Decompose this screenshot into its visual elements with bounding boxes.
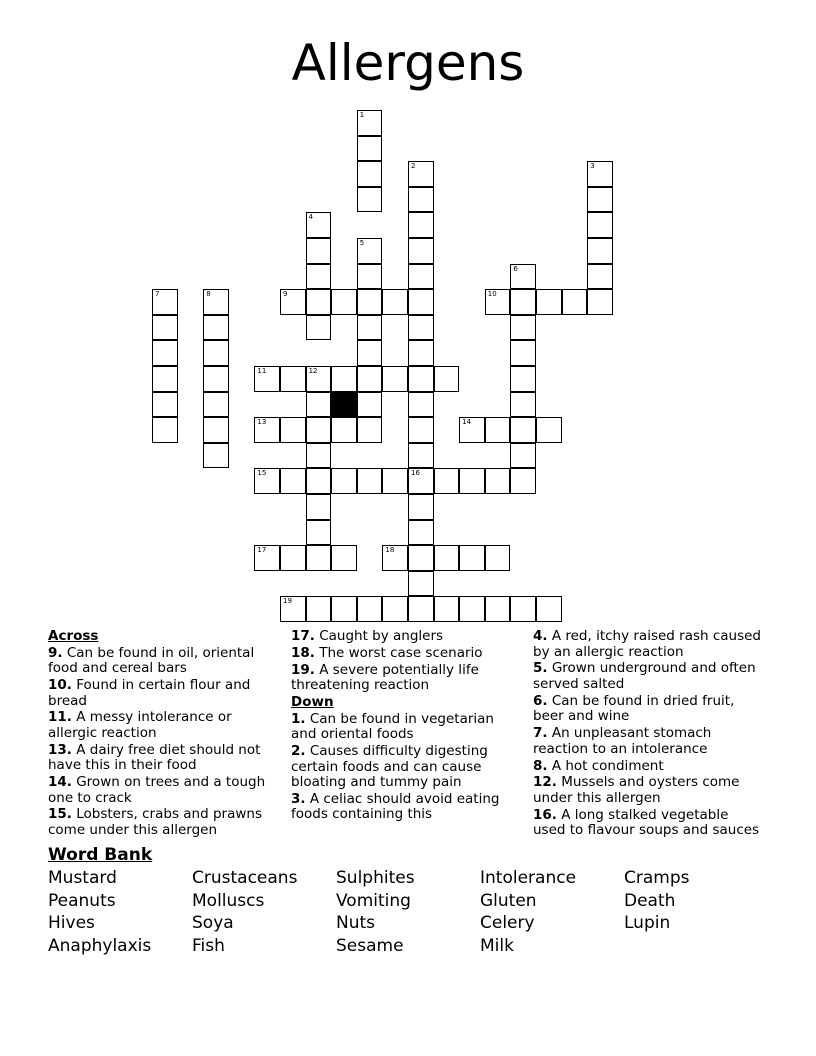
grid-cell[interactable] [434, 468, 460, 494]
word-bank-item: Intolerance [480, 868, 577, 888]
grid-cell[interactable] [254, 545, 280, 571]
clue-number: 15 [257, 469, 267, 478]
word-bank-item: Peanuts [48, 890, 116, 911]
word-bank-item: Fish [192, 936, 225, 957]
clue-number: 11 [257, 367, 267, 375]
grid-cell[interactable] [459, 545, 485, 571]
grid-cell[interactable] [408, 340, 434, 366]
grid-cell[interactable] [408, 571, 434, 597]
word-bank-item: Gluten [480, 890, 537, 911]
clue-number: 7 [155, 290, 160, 299]
grid-cell[interactable] [331, 596, 357, 622]
grid-cell[interactable] [382, 289, 408, 315]
grid-cell[interactable] [562, 289, 588, 315]
clue-across-9: 9. Can be found in oil, oriental food and cereal bars [48, 644, 255, 677]
clue-number: 16 [411, 469, 420, 478]
grid-cell[interactable] [306, 289, 332, 315]
grid-cell[interactable] [485, 545, 511, 571]
grid-cell[interactable] [408, 238, 434, 264]
grid-cell[interactable] [280, 366, 306, 392]
grid-cell[interactable] [306, 366, 332, 392]
grid-cell[interactable] [587, 161, 613, 187]
grid-cell[interactable] [408, 520, 434, 546]
down-heading: Down [291, 693, 334, 710]
grid-cell[interactable] [280, 596, 306, 622]
grid-cell[interactable] [254, 417, 280, 443]
grid-cell[interactable] [408, 212, 434, 238]
grid-cell[interactable] [331, 366, 357, 392]
grid-cell[interactable] [306, 468, 332, 494]
clue-number: 3 [590, 162, 595, 171]
grid-cell[interactable] [357, 238, 383, 264]
clue-down-16: 16. A long stalked vegetable used to flavour soups and sauces [533, 806, 760, 839]
grid-cell[interactable] [408, 289, 434, 315]
clue-down-12: 12. Mussels and oysters come under this allergen [533, 774, 740, 806]
word-bank-item: Anaphylaxis [48, 936, 152, 957]
grid-cell[interactable] [152, 340, 178, 366]
clue-down-7: 7. An unpleasant stomach reaction to an intolerance [533, 725, 712, 757]
grid-cell[interactable] [510, 264, 536, 290]
clue-down-5: 5. Grown underground and often served salted [533, 660, 756, 692]
grid-cell[interactable] [152, 289, 178, 315]
grid-cell[interactable] [357, 468, 383, 494]
grid-cell[interactable] [280, 417, 306, 443]
word-bank-item: Mustard [48, 868, 117, 888]
grid-cell[interactable] [357, 340, 383, 366]
clue-down-4: 4. A red, itchy raised rash caused by an allergic reaction [533, 628, 762, 660]
grid-cell[interactable] [382, 545, 408, 571]
grid-cell[interactable] [408, 315, 434, 341]
clue-across-14: 14. Grown on trees and a tough one to crack [48, 774, 266, 806]
grid-cell[interactable] [152, 417, 178, 443]
clues-column-3 [533, 629, 761, 840]
clue-number: 8 [206, 290, 211, 299]
grid-cell[interactable] [280, 289, 306, 315]
grid-cell[interactable] [434, 545, 460, 571]
grid-cell[interactable] [510, 417, 536, 443]
grid-cell[interactable] [152, 392, 178, 418]
grid-cell[interactable] [306, 212, 332, 238]
word-bank-item: Molluscs [192, 890, 265, 911]
grid-cell[interactable] [306, 494, 332, 520]
grid-cell[interactable] [408, 392, 434, 418]
clue-number: 14 [462, 418, 472, 427]
clue-number: 19 [283, 597, 292, 606]
grid-cell[interactable] [408, 161, 434, 187]
grid-cell[interactable] [536, 417, 562, 443]
clues-column-1 [48, 629, 278, 840]
clue-number: 18 [385, 546, 395, 555]
grid-cell[interactable] [510, 289, 536, 315]
grid-cell[interactable] [357, 417, 383, 443]
grid-cell[interactable] [510, 315, 536, 341]
word-bank-item: Vomiting [336, 890, 411, 911]
grid-cell[interactable] [510, 340, 536, 366]
grid-cell[interactable] [408, 187, 434, 213]
grid-cell[interactable] [357, 392, 383, 418]
clue-number: 1 [359, 111, 365, 119]
grid-cell[interactable] [203, 289, 229, 315]
clue-number: 13 [257, 418, 267, 427]
grid-cell[interactable] [306, 417, 332, 443]
grid-cell[interactable] [203, 417, 229, 443]
grid-cell[interactable] [306, 315, 332, 341]
grid-cell[interactable] [357, 110, 383, 136]
grid-cell[interactable] [485, 417, 511, 443]
word-bank-item: Sesame [336, 936, 404, 957]
grid-cell[interactable] [459, 417, 485, 443]
clue-across-15: 15. Lobsters, crabs and prawns come under this allergen [48, 806, 262, 839]
grid-cell[interactable] [510, 468, 536, 494]
clue-across-17: 17. Caught by anglers [291, 628, 444, 644]
grid-cell[interactable] [306, 238, 332, 264]
grid-cell[interactable] [536, 289, 562, 315]
grid-cell[interactable] [408, 366, 434, 392]
grid-cell[interactable] [357, 289, 383, 315]
grid-cell[interactable] [203, 392, 229, 418]
grid-cell[interactable] [331, 545, 357, 571]
grid-cell[interactable] [485, 596, 511, 622]
clue-across-11: 11. A messy intolerance or allergic reaction [48, 709, 232, 741]
word-bank-title: Word Bank [48, 845, 153, 865]
grid-cell[interactable] [357, 366, 383, 392]
clue-number: 12 [308, 367, 318, 375]
grid-cell[interactable] [306, 520, 332, 546]
grid-cell[interactable] [357, 187, 383, 213]
clue-across-10: 10. Found in certain flour and bread [48, 676, 251, 709]
word-bank-item: Lupin [624, 913, 671, 934]
grid-cell[interactable] [306, 443, 332, 469]
grid-cell[interactable] [485, 468, 511, 494]
grid-cell[interactable] [408, 417, 434, 443]
page-title: Allergens [291, 34, 525, 92]
grid-cell[interactable] [408, 494, 434, 520]
grid-cell[interactable] [254, 468, 280, 494]
grid-cell[interactable] [357, 596, 383, 622]
grid-cell[interactable] [408, 468, 434, 494]
grid-cell[interactable] [587, 212, 613, 238]
grid-cell[interactable] [459, 596, 485, 622]
clue-down-2: 2. Causes difficulty digesting certain foods and can cause bloating and tummy pain [291, 742, 488, 791]
grid-cell[interactable] [382, 366, 408, 392]
grid-cell[interactable] [357, 161, 383, 187]
grid-cell[interactable] [306, 596, 332, 622]
clue-number: 5 [359, 239, 365, 247]
grid-cell[interactable] [510, 392, 536, 418]
grid-cell[interactable] [306, 545, 332, 571]
word-bank-item: Nuts [336, 913, 376, 934]
clues-column-2 [291, 629, 511, 824]
word-bank-item: Celery [480, 913, 535, 934]
word-bank-item: Sulphites [336, 868, 415, 888]
grid-cell[interactable] [408, 443, 434, 469]
grid-cell[interactable] [510, 366, 536, 392]
across-heading: Across [48, 628, 99, 644]
clue-number: 2 [411, 162, 416, 171]
clue-number: 9 [283, 290, 288, 299]
word-bank-item: Cramps [624, 868, 690, 888]
word-bank-item: Crustaceans [192, 868, 298, 888]
clue-down-1: 1. Can be found in vegetarian and oriental foods [291, 710, 494, 743]
word-bank-item: Soya [192, 913, 234, 934]
clue-across-13: 13. A dairy free diet should not have this in their food [48, 741, 261, 774]
grid-cell[interactable] [331, 289, 357, 315]
grid-cell[interactable] [280, 468, 306, 494]
grid-cell[interactable] [382, 468, 408, 494]
grid-cell[interactable] [357, 315, 383, 341]
word-bank-item: Hives [48, 913, 95, 934]
grid-cell[interactable] [459, 468, 485, 494]
grid-cell[interactable] [203, 443, 229, 469]
grid-cell[interactable] [434, 596, 460, 622]
clue-down-3: 3. A celiac should avoid eating foods containing this [291, 790, 500, 823]
grid-cell[interactable] [408, 596, 434, 622]
grid-cell[interactable] [306, 264, 332, 290]
grid-cell[interactable] [152, 366, 178, 392]
grid-cell[interactable] [306, 392, 332, 418]
grid-cell[interactable] [331, 468, 357, 494]
grid-cell[interactable] [587, 187, 613, 213]
grid-cell[interactable] [408, 264, 434, 290]
clue-number: 17 [257, 546, 267, 555]
clue-down-6: 6. Can be found in dried fruit, beer and wine [533, 692, 735, 725]
clue-number: 10 [487, 290, 497, 299]
grid-cell[interactable] [510, 443, 536, 469]
grid-cell[interactable] [408, 545, 434, 571]
grid-cell[interactable] [203, 340, 229, 366]
grid-cell[interactable] [254, 366, 280, 392]
word-bank-item: Milk [480, 936, 514, 957]
clue-number: 6 [513, 264, 518, 273]
grid-cell[interactable] [510, 596, 536, 622]
grid-cell[interactable] [587, 238, 613, 264]
grid-cell[interactable] [587, 264, 613, 290]
grid-cell[interactable] [536, 596, 562, 622]
grid-cell[interactable] [587, 289, 613, 315]
grid-cell[interactable] [280, 545, 306, 571]
clue-down-8: 8. A hot condiment [533, 757, 664, 774]
grid-cell[interactable] [152, 315, 178, 341]
grid-cell[interactable] [357, 264, 383, 290]
grid-cell[interactable] [203, 366, 229, 392]
grid-cell[interactable] [382, 596, 408, 622]
clue-number: 4 [308, 213, 314, 222]
grid-cell[interactable] [357, 136, 383, 162]
grid-cell[interactable] [434, 366, 460, 392]
clue-across-18: 18. The worst case scenario [291, 644, 483, 661]
grid-cell[interactable] [485, 289, 511, 315]
word-bank-item: Death [624, 890, 676, 911]
grid-cell[interactable] [203, 315, 229, 341]
clue-across-19: 19. A severe potentially life threatening reaction [291, 661, 479, 694]
grid-cell[interactable] [331, 417, 357, 443]
black-cell [331, 392, 357, 418]
